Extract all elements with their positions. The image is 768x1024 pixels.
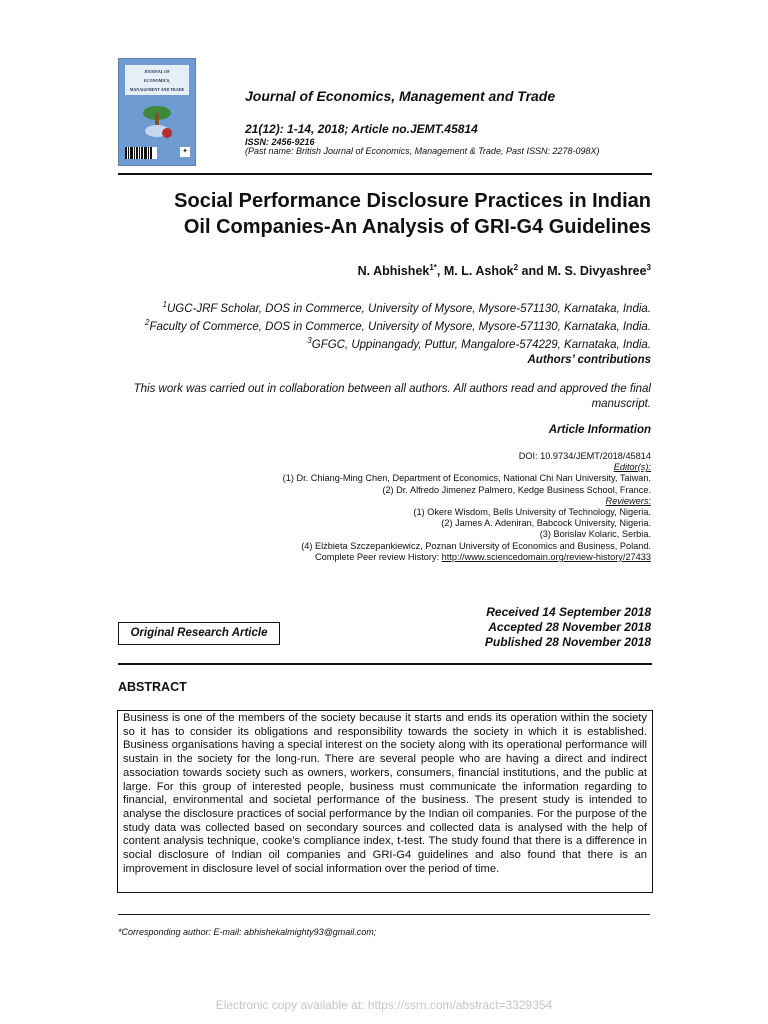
received-date: Received 14 September 2018 — [486, 605, 651, 619]
affiliation-text: Faculty of Commerce, DOS in Commerce, University of Mysore, Mysore-571130, Karnataka, India. — [149, 320, 651, 333]
accepted-date: Accepted 28 November 2018 — [488, 620, 651, 634]
publisher-logo-icon: ✦ — [180, 147, 190, 157]
affiliation-text: GFGC, Uppinangady, Puttur, Mangalore-574229, Karnataka, India. — [311, 338, 651, 351]
author-separator: and — [518, 264, 548, 279]
journal-name: Journal of Economics, Management and Trade — [245, 88, 556, 104]
author-name: N. Abhishek — [357, 264, 430, 279]
reviewer-line: (2) James A. Adeniran, Babcock University, Nigeria. — [441, 518, 651, 529]
contributions-heading: Authors’ contributions — [527, 354, 651, 366]
article-type-badge: Original Research Article — [118, 622, 280, 645]
article-info-block — [91, 451, 651, 563]
affiliation-text: UGC-JRF Scholar, DOS in Commerce, University of Mysore, Mysore-571130, Karnataka, India. — [166, 302, 651, 315]
editors-label: Editor(s): — [613, 462, 651, 473]
reviewer-line: (4) Elżbieta Szczepankiewicz, Poznan University of Economics and Business, Poland. — [301, 540, 651, 551]
reviewer-line: (1) Okere Wisdom, Bells University of Technology, Nigeria. — [413, 507, 651, 518]
affiliation-sup: 1 — [162, 300, 167, 309]
affiliations — [91, 298, 651, 351]
author-separator: , — [436, 264, 444, 279]
journal-issn: ISSN: 2456-9216 — [245, 137, 315, 147]
footnote-divider — [118, 914, 650, 915]
affiliation-sup: 3 — [307, 335, 312, 345]
corresponding-author-footnote: *Corresponding author: E-mail: abhishekalmighty93@gmail.com; — [118, 927, 377, 937]
author-superscript: 3 — [646, 263, 651, 272]
cover-title-line: ECONOMICS, — [143, 78, 171, 83]
title-line: Oil Companies-An Analysis of GRI-G4 Guidelines — [183, 216, 651, 238]
paper-title — [111, 188, 651, 240]
ssrn-watermark: Electronic copy available at: https://ssrn.com/abstract=3329354 — [215, 998, 553, 1012]
editor-line: (1) Dr. Chiang-Ming Chen, Department of Economics, National Chi Nan University, Taiwan. — [282, 473, 651, 484]
header-divider — [118, 173, 652, 175]
cover-illustration — [133, 101, 181, 141]
editor-line: (2) Dr. Alfredo Jimenez Palmero, Kedge Business School, France. — [382, 484, 651, 495]
author-superscript: 1* — [429, 263, 437, 272]
article-info-heading: Article Information — [548, 424, 651, 436]
affiliation-line — [91, 334, 651, 352]
contributions-text: This work was carried out in collaboration between all authors. All authors read and approved the final manuscript. — [133, 383, 651, 410]
published-date: Published 28 November 2018 — [484, 635, 651, 649]
reviewer-line: (3) Borislav Kolaric, Serbia. — [539, 529, 651, 540]
barcode-icon — [125, 147, 157, 159]
author-superscript: 2 — [513, 263, 519, 272]
journal-cover-image — [118, 58, 196, 166]
author-list — [358, 263, 651, 278]
abstract-heading: ABSTRACT — [118, 680, 187, 694]
doi: DOI: 10.9734/JEMT/2018/45814 — [518, 451, 651, 461]
affiliation-line — [91, 298, 651, 316]
journal-volume: 21(12): 1-14, 2018; Article no.JEMT.45814 — [245, 122, 478, 136]
affiliation-line — [91, 316, 651, 334]
article-dates — [485, 605, 651, 650]
reviewers-label: Reviewers: — [605, 495, 651, 506]
peer-review-link[interactable]: http://www.sciencedomain.org/review-history/27433 — [441, 551, 651, 562]
abstract-text: Business is one of the members of the society because it starts and ends its operation within the society so it has to consider its obligations and responsibility towards the society in which it is established. Business organisations having a special interest on the society along with its operational performance will sustain in the society for the long-run. There are several people who are having a direct and indirect association towards society such as owners, workers, consumers, financial institutions, and the public at large. For this group of interested people, business must communicate the information regarding to financial, environmental and societal performance of the business. The present study is intended to analyse the disclosure practices of social performance by the Indian oil companies. For the purpose of the study data was collected based on secondary sources and collected data is analysed with the help of content analysis technique, cooke’s compliance index, t-test. The study found that there is a difference in social disclosure of Indian oil companies and GRI-G4 guidelines and also found that there is an improvement in disclosure level of social information over the period of time. — [117, 710, 653, 893]
cover-header — [125, 65, 189, 95]
peer-review-prefix: Complete Peer review History: — [315, 551, 442, 562]
section-divider — [118, 663, 652, 665]
author-name: M. S. Divyashree — [547, 264, 647, 279]
cover-title-line: MANAGEMENT AND TRADE — [129, 87, 185, 92]
title-line: Social Performance Disclosure Practices in Indian — [174, 190, 651, 212]
affiliation-sup: 2 — [145, 317, 150, 327]
cover-title-line: JOURNAL OF — [144, 69, 170, 74]
journal-past-name: (Past name: British Journal of Economics, Management & Trade, Past ISSN: 2278-098X) — [245, 146, 600, 156]
author-name: M. L. Ashok — [443, 264, 514, 279]
